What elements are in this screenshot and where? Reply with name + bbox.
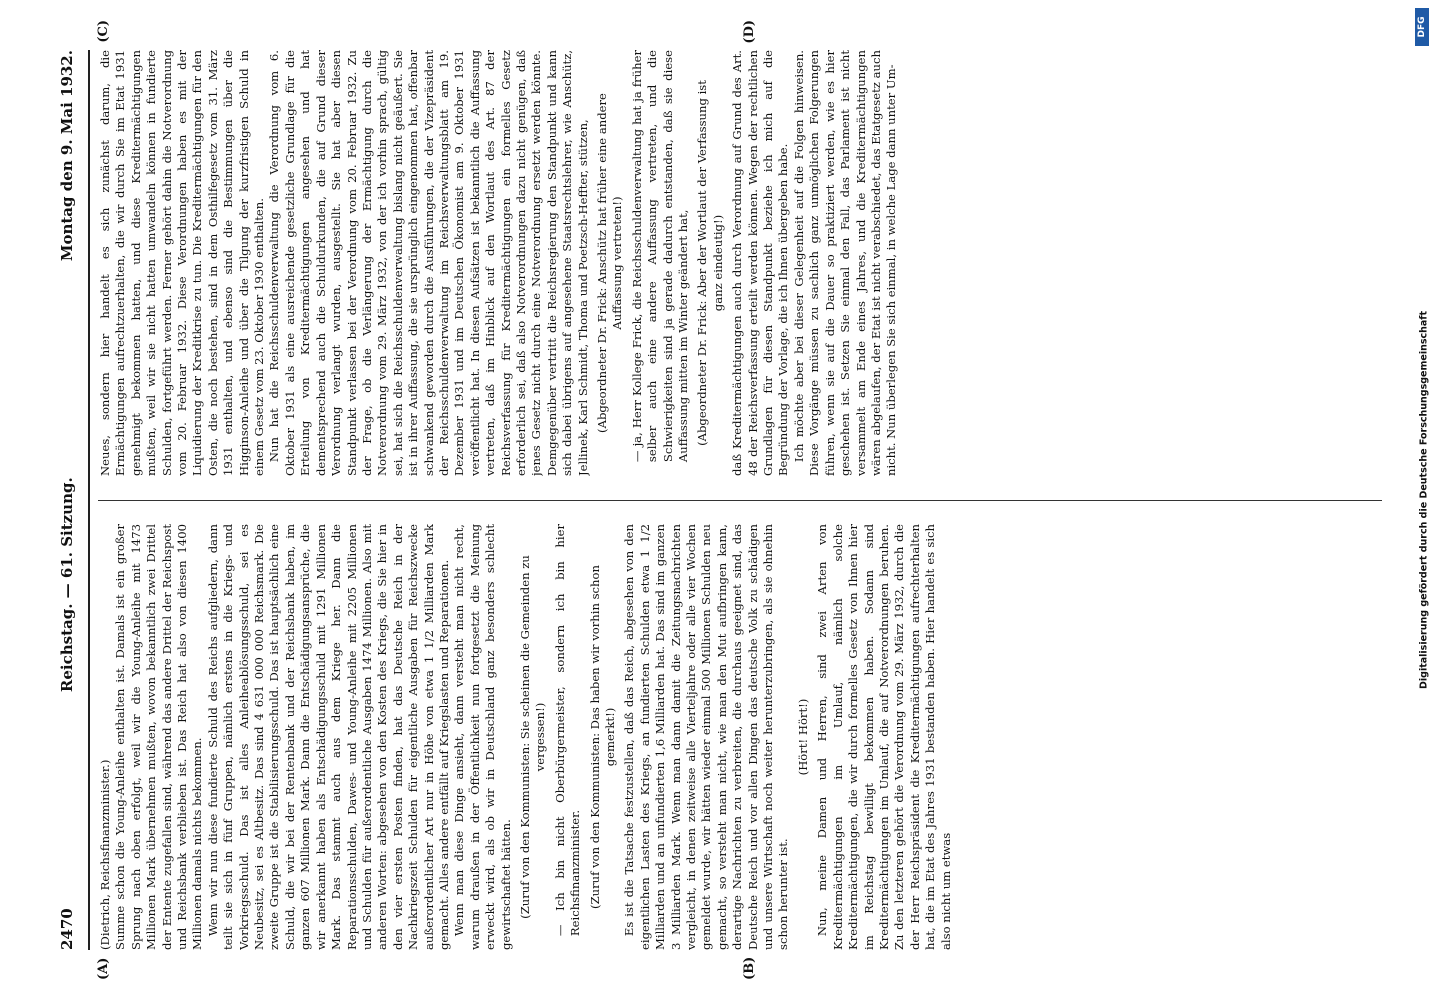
interjection: (Abgeordneter Dr. Frick: Anschütz hat früher eine andere Auffassung vertreten!) xyxy=(595,93,625,433)
paragraph: Nun hat die Reichsschuldenverwaltung die Verordnung vom 6. Oktober 1931 als eine ausreichende gesetzliche Grundlage für die Erteilung von Kreditermächtigungen angesehen und hat dementsprechend auch die Schuldurkunden, die auf Grund dieser Verordnung verlangt wurden, ausgestellt. Sie hat aber diesen Standpunkt verlassen bei der Verordnung vom 20. Februar 1932. Zu der Frage, ob die Verlängerung der Ermächtigung durch die Notverordnung vom 29. März 1932, von der ich vorhin sprach, gültig sei, hat sich die Reichsschuldenverwaltung bislang nicht geäußert. Sie ist in ihrer Auffassung, die sie ursprünglich eingenommen hat, offenbar schwankend geworden durch die Ausführungen, die der Vizepräsident der Reichsschuldenverwaltung im Reichsverwaltungsblatt am 19. Dezember 1931 und im Deutschen Ökonomist am 9. Oktober 1931 veröffentlicht hat. In diesen Aufsätzen ist bekanntlich die Auffassung vertreten, daß im Hinblick auf den Wortlaut des Art. 87 der Reichsverfassung für Kreditermächtigungen ein formelles Gesetz erforderlich sei, daß also Notverordnungen dazu nicht genügen, daß jenes Gesetz nicht durch eine Notverordnung ersetzt werden könnte. Demgegenüber vertritt die Reichsregierung den Standpunkt und kann sich dabei übrigens auf angesehene Staatsrechtslehrer, wie Anschütz, Jellinek, Karl Schmidt, Thoma und Poetzsch-Heffter, stützen, xyxy=(267,50,590,476)
margin-marker-d: (D) xyxy=(742,20,757,44)
interjection: (Zuruf von den Kommunisten: Sie scheinen die Gemeinden zu vergessen!) xyxy=(517,555,548,919)
margin-marker-b: (B) xyxy=(742,956,757,980)
paragraph: — Ich bin nicht Oberbürgermeister, sondern ich bin hier Reichsfinanzminister. xyxy=(552,524,583,937)
interjection: (Zuruf von den Kommunisten: Das haben wir vorhin schon gemerkt!) xyxy=(587,565,617,909)
page-header xyxy=(52,50,82,950)
paragraph: — ja, Herr Kollege Frick, die Reichsschuldenverwaltung hat ja früher selber auch eine andere Auffassung vertreten, und die Schwierigkeiten sind ja gerade dadurch entstanden, daß sie diese Auffassung mitten im Winter geändert hat, xyxy=(629,50,691,463)
left-column xyxy=(98,524,1382,950)
paragraph: Wenn man diese Dinge ansieht, dann versteht man nicht recht, warum draußen in der Öffentlichkeit nun fortgesetzt die Meinung erweckt wird, als ob wir in Deutschland ganz besonders schlecht gewirtschaftet hätten. xyxy=(452,524,513,950)
paragraph: daß Kreditermächtigungen auch durch Verordnung auf Grund des Art. 48 der Reichsverfassung erteilt werden können. Wegen der rechtlichen Grundlagen für diesen Standpunkt beziehe ich mich auf die Begründung der Vorlage, die ich Ihnen übergeben habe. xyxy=(730,50,791,476)
digitization-credit xyxy=(1414,0,1434,1000)
header-date: Montag den 9. Mai 1932. xyxy=(58,50,76,262)
document-page xyxy=(52,20,1382,980)
interjection: (Abgeordneter Dr. Frick: Aber der Wortlaut der Verfassung ist ganz eindeutig!) xyxy=(695,80,725,446)
column-divider xyxy=(98,500,1382,501)
page-number: 2470 xyxy=(58,908,76,950)
paragraph: Es ist die Tatsache festzustellen, daß das Reich, abgesehen von den eigentlichen Lasten des Kriegs, an fundierten Schulden etwa 1 1/2 Milliarden und an unfundierten 1,6 Milliarden hat. Das sind im ganzen 3 Milliarden Mark. Wenn man dann damit die Zeitungsnachrichten vergleicht, in denen zeitweise alle Vierteljahre oder alle vier Wochen gemeldet wurde, wir hätten wieder einmal 500 Millionen Schulden neu gemacht, so versteht man nicht, wie man den Mut aufbringen kann, derartige Nachrichten zu verbreiten, die durchaus geeignet sind, das Deutsche Reich und vor allen Dingen das deutsche Volk zu schädigen und unsere Wirtschaft noch weiter herunterzubringen, als sie ohnehin schon herunter ist. xyxy=(622,524,791,950)
right-column xyxy=(98,50,1382,476)
header-session: Reichstag. — 61. Sitzung. xyxy=(58,477,76,693)
paragraph: Ich möchte aber bei dieser Gelegenheit auf die Folgen hinweisen. Diese Vorgänge müssen zu sachlich ganz unmöglichen Folgerungen führen, wenn sie auf die Dauer so praktiziert werden, wie es hier geschehen ist. Setzen Sie einmal den Fall, das Parlament ist nicht versammelt am Ende eines Jahres, und die Kreditermächtigungen wären abgelaufen, der Etat ist nicht verabschiedet, das Etatgesetz auch nicht. Nun überlegen Sie sich einmal, in welche Lage dann unter Um- xyxy=(791,50,899,476)
dfg-logo-text: DFG xyxy=(1417,16,1427,38)
interjection: (Hört! Hört!) xyxy=(795,698,810,776)
digitization-credit-text: Digitalisierung gefördert durch die Deutsche Forschungsgemeinschaft xyxy=(1418,311,1430,689)
speaker-attribution: (Dietrich, Reichsfinanzminister.) xyxy=(98,759,112,950)
header-rule xyxy=(88,50,90,950)
paragraph: Neues, sondern hier handelt es sich zunächst darum, die Ermächtigungen aufrechtzuerhalten, die wir durch Sie im Etat 1931 genehmigt bekommen hatten, und diese Kreditermächtigungen mußten, weil wir sie nicht hatten umwandeln können in fundierte Schulden, fortgeführt werden. Ferner gehört dahin die Notverordnung vom 20. Februar 1932. Diese Verordnungen haben es mit der Liquidierung der Kreditkrise zu tun. Die Kreditermächtigungen für den Osten, die noch bestehen, sind in dem Osthilfegesetz vom 31. März 1931 enthalten, und ebenso sind die Bestimmungen über die Higginson-Anleihe und über die Tilgung der kurzfristigen Schuld in einem Gesetz vom 23. Oktober 1930 enthalten. xyxy=(98,50,267,476)
paragraph: Summe schon die Young-Anleihe enthalten ist. Damals ist ein großer Sprung nach oben erfolgt, weil wir die Young-Anleihe mit 1473 Millionen Mark übernehmen mußten, wovon bekanntlich zwei Drittel der Entente zugefallen sind, während das andere Drittel der Reichspost und Reichsbank verblieben ist. Das Reich hat also von diesen 1400 Millionen damals nichts bekommen. xyxy=(113,524,205,950)
margin-marker-a: (A) xyxy=(96,957,111,980)
margin-marker-c: (C) xyxy=(96,20,111,43)
paragraph: Nun, meine Damen und Herren, sind zwei Arten von Kreditermächtigungen im Umlauf, nämlich solche Kreditermächtigungen, die wir durch formelles Gesetz von Ihnen hier im Reichstag bewilligt bekommen haben. Sodann sind Kreditermächtigungen im Umlauf, die auf Notverordnungen beruhen. Zu den letzteren gehört die Verordnung vom 29. März 1932, durch die der Herr Reichspräsident die Kreditermächtigungen aufrechterhalten hat, die im Etat des Jahres 1931 bestanden haben. Hier handelt es sich also nicht um etwas xyxy=(815,524,953,950)
paragraph: Wenn wir nun diese fundierte Schuld des Reichs aufgliedern, dann teilt sie sich in fünf Gruppen, nämlich erstens in die Kriegs- und Vorkriegsschuld. Das ist alles Anleiheablösungsschuld, sei es Neubesitz, sei es Altbesitz. Das sind 4 631 000 000 Reichsmark. Die zweite Gruppe ist die Stabilisierungsschuld. Das ist hauptsächlich eine Schuld, die wir bei der Rentenbank und der Reichsbank haben, im ganzen 607 Millionen Mark. Dann die Entschädigungsansprüche, die wir anerkannt haben als Entschädigungsschuld mit 1291 Millionen Mark. Das stammt auch aus dem Kriege her. Dann die Reparationsschulden, Dawes- und Young-Anleihe mit 2205 Millionen und Schulden für außerordentliche Ausgaben 1474 Millionen. Also mit anderen Worten: abgesehen von den Kosten des Kriegs, die Sie hier in den vier ersten Posten finden, hat das Deutsche Reich in der Nachkriegszeit Schulden für eigentliche Ausgaben für Reichszwecke außerordentlicher Art nur in Höhe von etwa 1 1/2 Milliarden Mark gemacht. Alles andere entfällt auf Kriegslasten und Reparationen. xyxy=(205,524,451,950)
